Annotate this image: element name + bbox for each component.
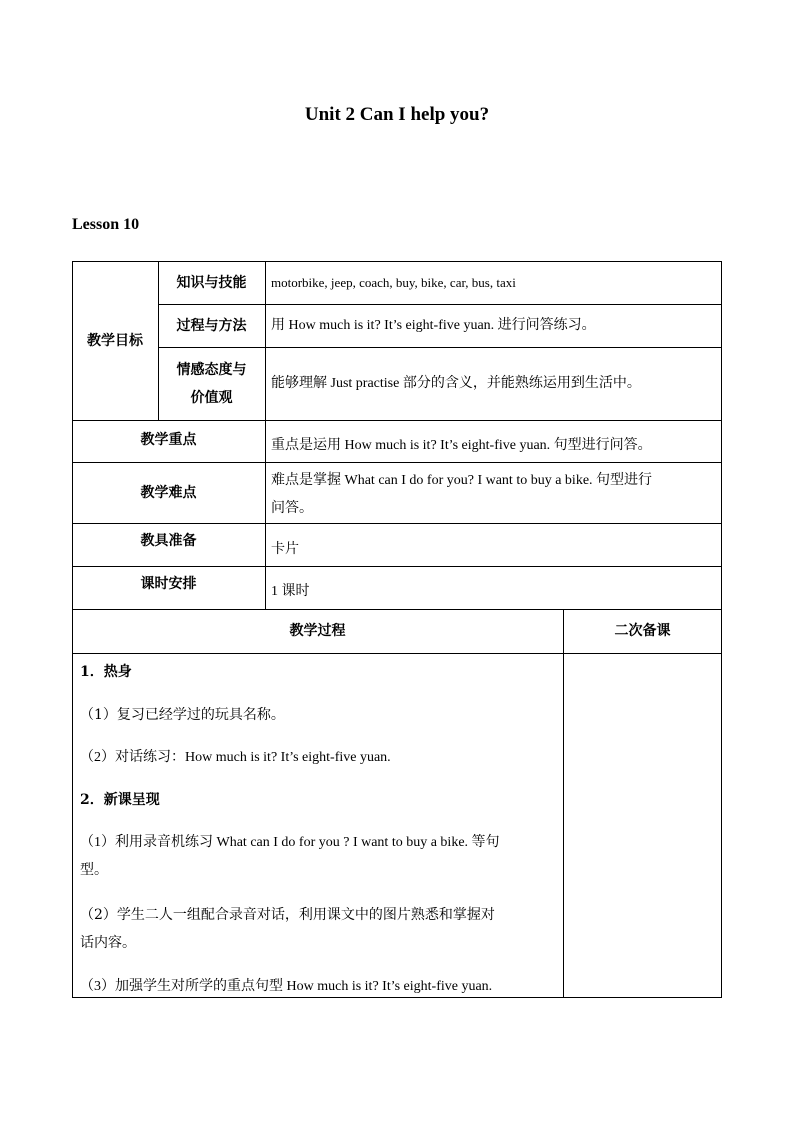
new-lesson-step-2-line-1: （2）学生二人一组配合录音对话，利用课文中的图片熟悉和掌握对 bbox=[80, 907, 495, 923]
warmup-step-2: （2）对话练习：How much is it? It’s eight-five yuan. bbox=[80, 750, 391, 765]
lesson-heading: Lesson 10 bbox=[72, 216, 140, 233]
new-lesson-step-1-line-1: （1）利用录音机练习 What can I do for you ? I want to buy a bike. 等句 bbox=[80, 835, 500, 850]
tools-label: 教具准备 bbox=[140, 533, 197, 549]
new-lesson-heading: 2．新课呈现 bbox=[80, 792, 160, 808]
knowledge-label: 知识与技能 bbox=[176, 274, 247, 291]
process-header: 教学过程 bbox=[289, 623, 346, 639]
new-lesson-step-3: （3）加强学生对所学的重点句型 How much is it? It’s eight-five yuan. bbox=[80, 979, 493, 994]
knowledge-value: motorbike, jeep, coach, buy, bike, car, bus, taxi bbox=[271, 274, 516, 290]
difficulty-value bbox=[265, 462, 722, 523]
emotion-label-line-2: 价值观 bbox=[190, 389, 233, 406]
difficulty-value-line-2: 问答。 bbox=[271, 501, 313, 516]
new-lesson-step-1-line-2: 型。 bbox=[80, 863, 108, 878]
warmup-heading: 1．热身 bbox=[80, 664, 132, 680]
emotion-label-line-1: 情感态度与 bbox=[176, 361, 247, 378]
tools-value: 卡片 bbox=[271, 541, 299, 557]
warmup-step-1: （1）复习已经学过的玩具名称。 bbox=[80, 707, 285, 723]
difficulty-value-line-1: 难点是掌握 What can I do for you? I want to buy a bike. 句型进行 bbox=[271, 473, 653, 488]
key-point-label: 教学重点 bbox=[140, 432, 197, 448]
method-value: 用 How much is it? It’s eight-five yuan. 进行问答练习。 bbox=[271, 317, 596, 333]
difficulty-label: 教学难点 bbox=[140, 484, 197, 501]
new-lesson-step-2 bbox=[80, 901, 558, 957]
schedule-label: 课时安排 bbox=[140, 576, 197, 592]
new-lesson-step-1 bbox=[80, 829, 558, 885]
new-lesson-step-2-line-2: 话内容。 bbox=[80, 935, 136, 951]
emotion-value: 能够理解 Just practise 部分的含义，并能熟练运用到生活中。 bbox=[271, 375, 641, 391]
schedule-value: 1 课时 bbox=[271, 584, 310, 599]
emotion-label bbox=[158, 347, 265, 420]
goal-label: 教学目标 bbox=[87, 332, 143, 349]
second-prep-header: 二次备课 bbox=[614, 623, 671, 639]
method-label: 过程与方法 bbox=[176, 317, 247, 334]
document-title: Unit 2 Can I help you? bbox=[304, 104, 490, 125]
second-prep-notes bbox=[564, 654, 721, 997]
key-point-value: 重点是运用 How much is it? It’s eight-five yuan. 句型进行问答。 bbox=[271, 438, 652, 453]
